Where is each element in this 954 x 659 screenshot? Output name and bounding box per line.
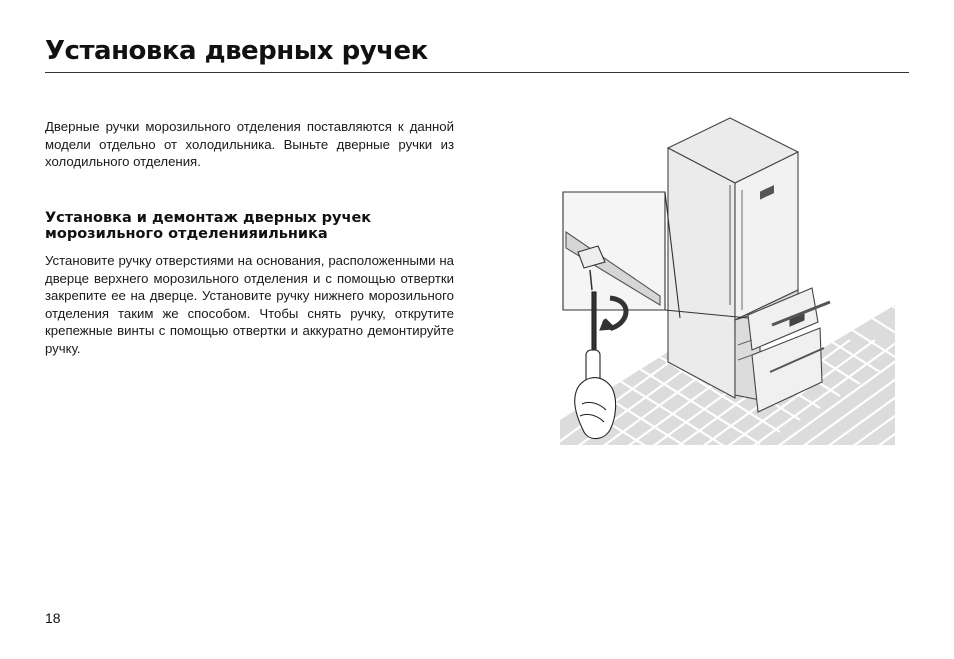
- page-number: 18: [45, 610, 61, 626]
- title-divider: [45, 72, 909, 73]
- section-heading: Установка и демонтаж дверных ручек морозильного отделенияильника: [45, 210, 372, 242]
- intro-paragraph: Дверные ручки морозильного отделения поставляются к данной модели отдельно от холодильника. Выньте дверные ручки из холодильного отделения.: [45, 119, 454, 169]
- page-title: Установка дверных ручек: [45, 36, 428, 66]
- fridge-handle-installation-illustration: [555, 110, 900, 450]
- screwdriver-in-hand: [575, 292, 616, 439]
- section-paragraph: Установите ручку отверстиями на основания, расположенными на дверце верхнего морозильного отделения и с помощью отвертки закрепите ее на дверце. Установите ручку нижнего морозильного отделения таким же способом. Чтобы снять ручку, открутите крепежные винты с помощью отвертки и аккуратно демонтируйте ручку.: [45, 253, 454, 356]
